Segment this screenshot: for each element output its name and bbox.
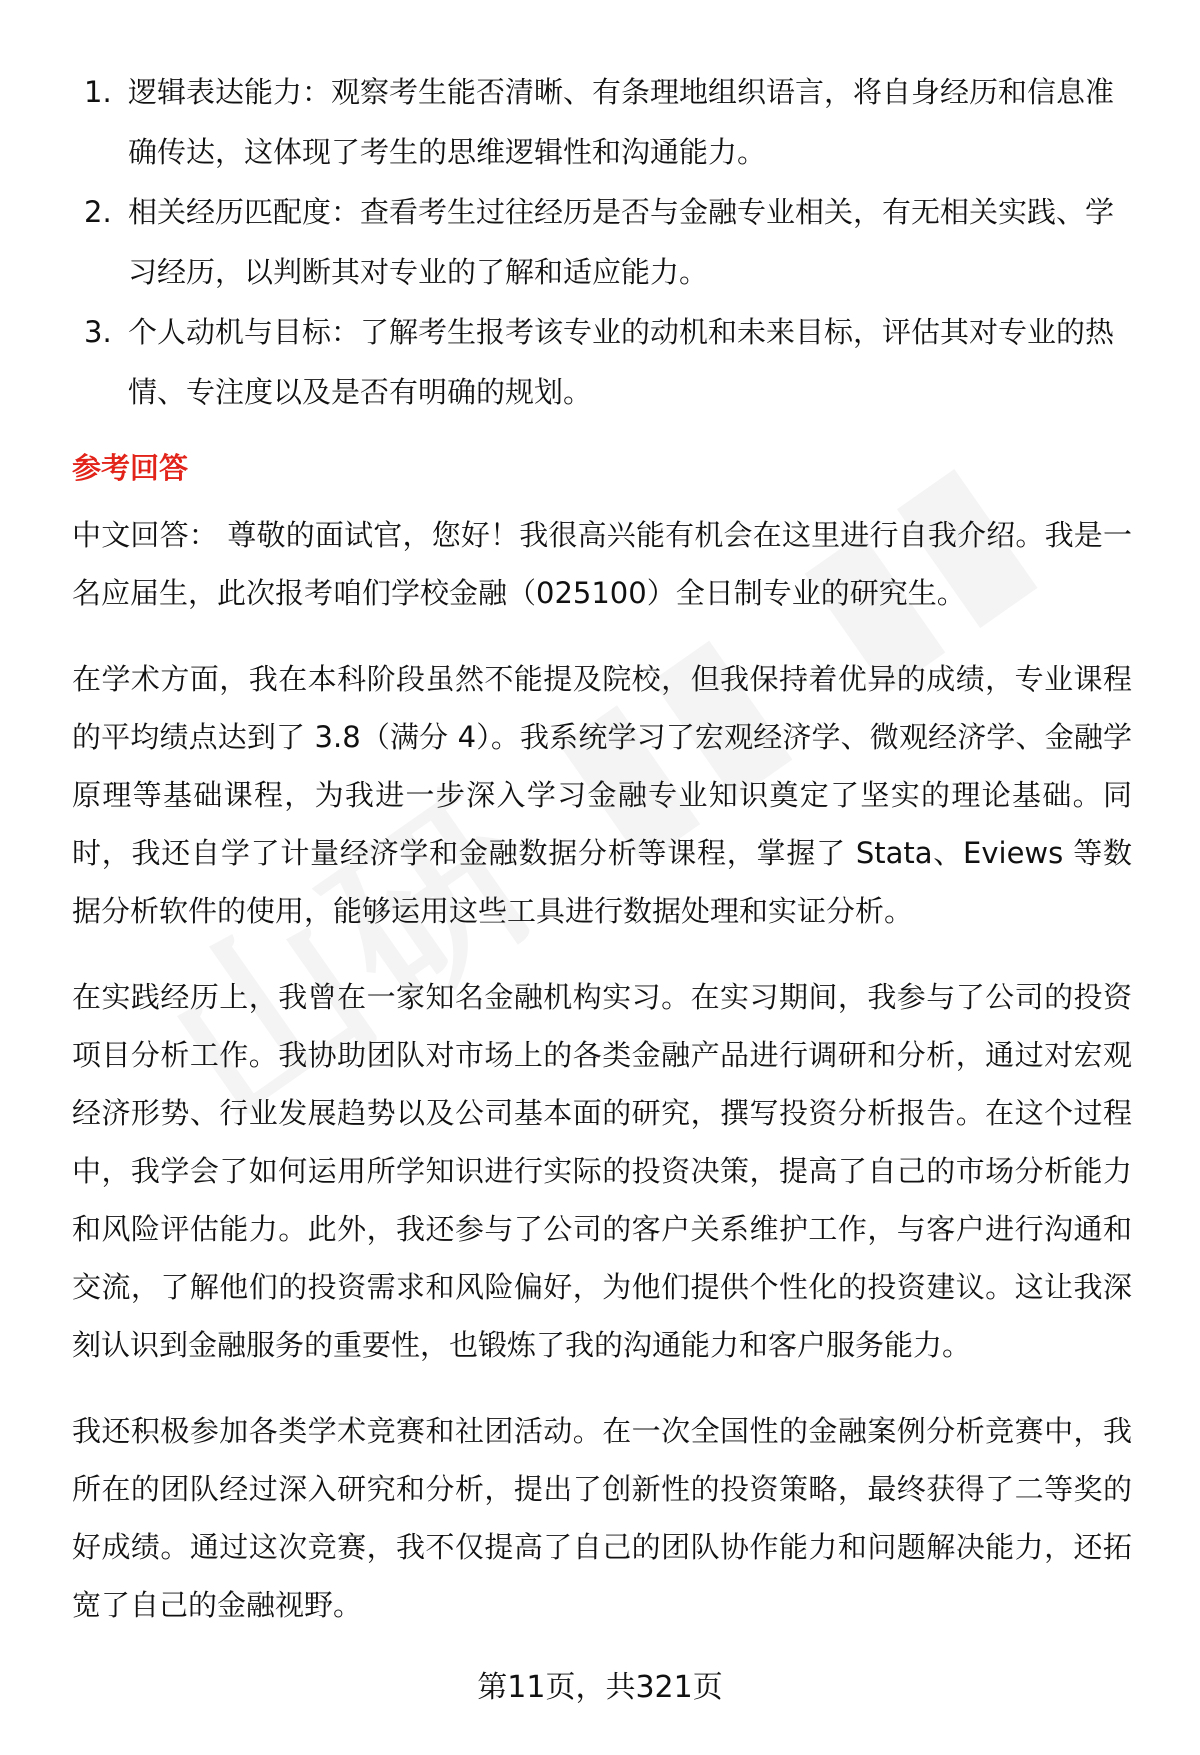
list-text: 个人动机与目标：了解考生报考该专业的动机和未来目标，评估其对专业的热情、专注度以及是否有明确的规划。 xyxy=(128,315,1115,409)
list-item xyxy=(72,62,1132,182)
list-text: 逻辑表达能力：观察考生能否清晰、有条理地组织语言，将自身经历和信息准确传达，这体现了考生的思维逻辑性和沟通能力。 xyxy=(128,75,1115,169)
answer-paragraph: 中文回答： 尊敬的面试官，您好！我很高兴能有机会在这里进行自我介绍。我是一名应届生，此次报考咱们学校金融（025100）全日制专业的研究生。 xyxy=(72,518,1132,610)
list-number: 3. xyxy=(84,315,112,349)
answer-paragraph: 我还积极参加各类学术竞赛和社团活动。在一次全国性的金融案例分析竞赛中，我所在的团队经过深入研究和分析，提出了创新性的投资策略，最终获得了二等奖的好成绩。通过这次竞赛，我不仅提高了自己的团队协作能力和问题解决能力，还拓宽了自己的金融视野。 xyxy=(72,1414,1132,1622)
list-item xyxy=(72,302,1132,422)
answer-paragraph: 在实践经历上，我曾在一家知名金融机构实习。在实习期间，我参与了公司的投资项目分析工作。我协助团队对市场上的各类金融产品进行调研和分析，通过对宏观经济形势、行业发展趋势以及公司基本面的研究，撰写投资分析报告。在这个过程中，我学会了如何运用所学知识进行实际的投资决策，提高了自己的市场分析能力和风险评估能力。此外，我还参与了公司的客户关系维护工作，与客户进行沟通和交流，了解他们的投资需求和风险偏好，为他们提供个性化的投资建议。这让我深刻认识到金融服务的重要性，也锻炼了我的沟通能力和客户服务能力。 xyxy=(72,980,1132,1362)
list-number: 1. xyxy=(84,75,112,109)
page-number: 第11页，共321页 xyxy=(477,1670,723,1705)
criteria-list xyxy=(72,62,1132,422)
document-body xyxy=(72,62,1132,1662)
list-item xyxy=(72,182,1132,302)
list-number: 2. xyxy=(84,195,112,229)
list-text: 相关经历匹配度：查看考生过往经历是否与金融专业相关，有无相关实践、学习经历，以判断其对专业的了解和适应能力。 xyxy=(128,195,1115,289)
answer-paragraph: 在学术方面，我在本科阶段虽然不能提及院校，但我保持着优异的成绩，专业课程的平均绩点达到了 3.8（满分 4）。我系统学习了宏观经济学、微观经济学、金融学原理等基础课程，为我进一步深入学习金融专业知识奠定了坚实的理论基础。同时，我还自学了计量经济学和金融数据分析等课程，掌握了 Stata、Eviews 等数据分析软件的使用，能够运用这些工具进行数据处理和实证分析。 xyxy=(72,662,1132,928)
section-heading: 参考回答 xyxy=(72,451,189,485)
